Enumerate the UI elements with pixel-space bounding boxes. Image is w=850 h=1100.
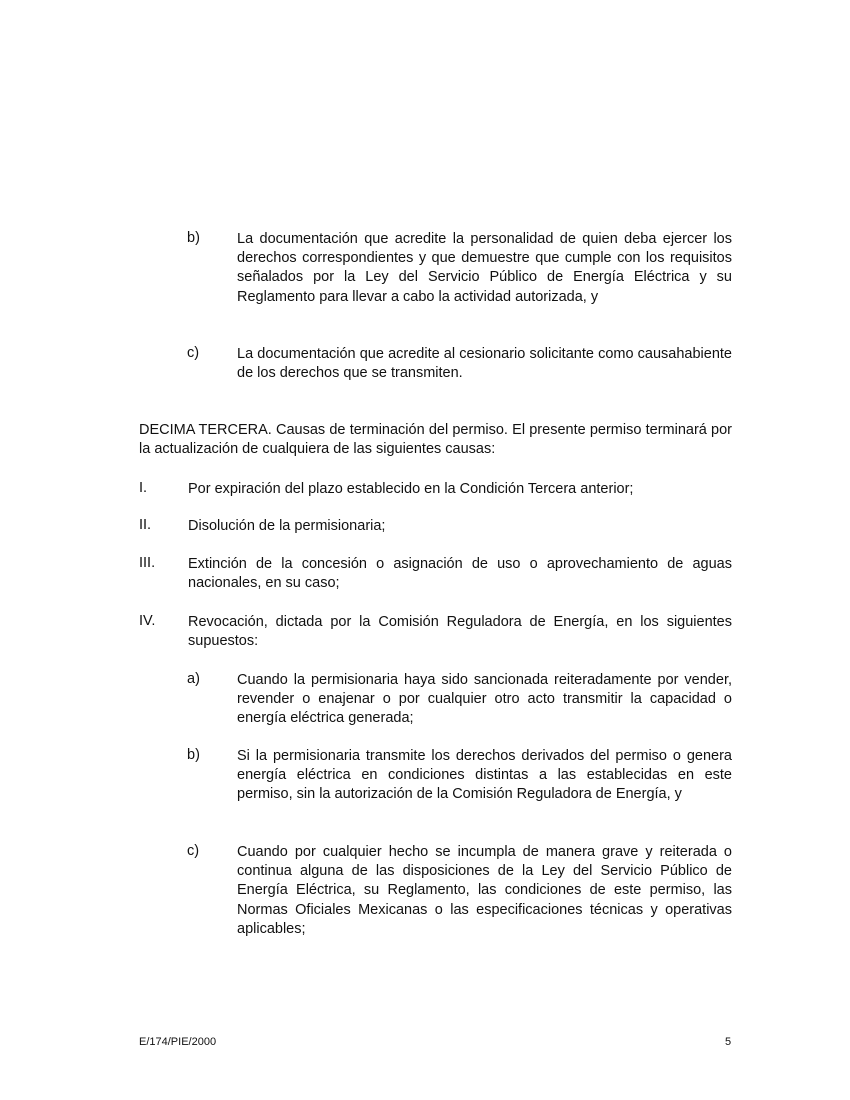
sub-item-text: Si la permisionaria transmite los derechos derivados del permiso o genera energía eléctrica en condiciones distintas a las establecidas en este permiso, sin la autorización de la Comisión Reguladora de Energía, y [237,748,732,803]
document-id: E/174/PIE/2000 [139,1036,217,1048]
cause-text: Revocación, dictada por la Comisión Reguladora de Energía, en los siguientes supuestos: [188,614,732,650]
sub-item-label: a) [187,671,200,687]
cause-label: IV. [139,613,156,629]
item-label: b) [187,230,200,246]
cause-label: II. [139,517,152,533]
section-heading: DECIMA TERCERA. Causas de terminación del permiso. El presente permiso terminará por la actualización de cualquiera de las siguientes causas: [139,422,732,458]
item-label: c) [187,345,200,361]
cause-label: I. [139,480,148,496]
sub-item-text: Cuando la permisionaria haya sido sancionada reiteradamente por vender, revender o enajenar o por cualquier otro acto transmitir la capacidad o energía eléctrica generada; [237,672,732,727]
cause-text: Extinción de la concesión o asignación de uso o aprovechamiento de aguas nacionales, en su caso; [188,556,732,592]
page-number: 5 [725,1036,732,1048]
cause-label: III. [139,555,156,571]
sub-item-label: c) [187,843,200,859]
item-text: La documentación que acredite al cesionario solicitante como causahabiente de los derechos que se transmiten. [237,346,732,382]
cause-text: Por expiración del plazo establecido en la Condición Tercera anterior; [188,481,634,497]
cause-text: Disolución de la permisionaria; [188,518,386,534]
item-text: La documentación que acredite la personalidad de quien deba ejercer los derechos correspondientes y que demuestre que cumple con los requisitos señalados por la Ley del Servicio Público de Energía Eléctrica y su Reglamento para llevar a cabo la actividad autorizada, y [237,231,732,305]
sub-item-text: Cuando por cualquier hecho se incumpla de manera grave y reiterada o continua alguna de las disposiciones de la Ley del Servicio Público de Energía Eléctrica, su Reglamento, las condiciones de este permiso, las Normas Oficiales Mexicanas o las especificaciones técnicas y operativas aplicables; [237,844,732,937]
sub-item-label: b) [187,747,200,763]
